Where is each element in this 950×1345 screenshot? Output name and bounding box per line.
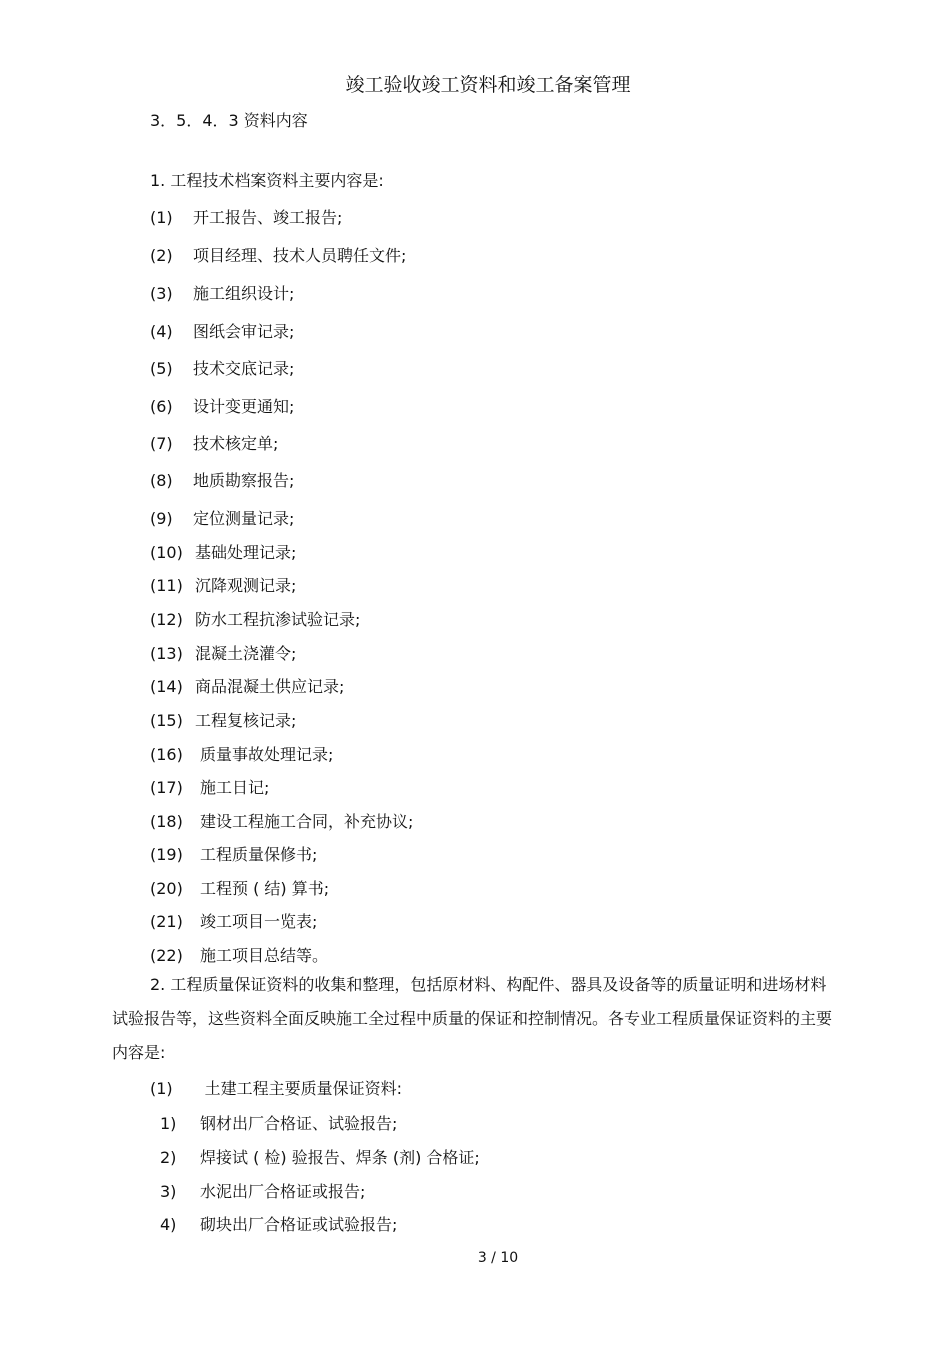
list-item [150, 809, 413, 832]
list-item-text: 设计变更通知; [193, 397, 295, 416]
list-item-number: (16) [150, 745, 183, 764]
list-item-text: 技术核定单; [193, 434, 279, 453]
list-item-number: (8) [150, 471, 173, 490]
list-item [150, 205, 342, 228]
list-item [150, 431, 278, 454]
list-item-number: (10) [150, 543, 183, 562]
list-item-number: (22) [150, 946, 183, 965]
list-item-number: (3) [150, 284, 173, 303]
part2-paragraph: 2. 工程质量保证资料的收集和整理，包括原材料、构配件、器具及设备等的质量证明和进场材料试验报告等，这些资料全面反映施工全过程中质量的保证和控制情况。各专业工程质量保证资料的主要内容是: [112, 975, 833, 1062]
list-item-text: 基础处理记录; [195, 543, 297, 562]
list-item-text: 施工项目总结等。 [200, 946, 329, 965]
list-item [150, 876, 329, 899]
list-item-number: (21) [150, 912, 183, 931]
list-item [150, 641, 296, 664]
list-item [150, 243, 406, 266]
list-item-number: (2) [150, 246, 173, 265]
list-item-number: (5) [150, 359, 173, 378]
list-item [150, 842, 317, 865]
section-heading: 3．5．4．3 资料内容 [150, 111, 308, 130]
list-item-text: 项目经理、技术人员聘任文件; [193, 246, 407, 265]
list-item-number: (9) [150, 509, 173, 528]
list-item [150, 909, 317, 932]
sub-list-item-number: 2) [160, 1148, 177, 1167]
list-item-text: 建设工程施工合同，补充协议; [200, 812, 414, 831]
list-item [150, 607, 360, 630]
list-item-text: 技术交底记录; [193, 359, 295, 378]
sub-list-item-text: 砌块出厂合格证或试验报告; [200, 1215, 398, 1234]
list-item [150, 775, 269, 798]
page-number: 3 / 10 [477, 1250, 519, 1266]
list-item-number: (7) [150, 434, 173, 453]
list-item-number: (14) [150, 677, 183, 696]
list-item-text: 混凝土浇灌令; [195, 644, 297, 663]
document-title: 竣工验收竣工资料和竣工备案管理 [345, 74, 631, 96]
sub-list-item [160, 1111, 397, 1134]
list-item-number: (12) [150, 610, 183, 629]
list-item-text: 质量事故处理记录; [200, 745, 334, 764]
list-item-number: (18) [150, 812, 183, 831]
list-item-text: 开工报告、竣工报告; [193, 208, 343, 227]
list-item [150, 506, 294, 529]
sub-list-item [160, 1145, 480, 1168]
sub-list-item-number: 4) [160, 1215, 177, 1234]
part1-intro: 1. 工程技术档案资料主要内容是: [150, 171, 384, 190]
list-item-number: (1) [150, 208, 173, 227]
sub-list-item-text: 钢材出厂合格证、试验报告; [200, 1114, 398, 1133]
list-item [150, 281, 294, 304]
list-item [150, 319, 294, 342]
list-item [150, 742, 333, 765]
list-item-number: (15) [150, 711, 183, 730]
list-item-text: 工程复核记录; [195, 711, 297, 730]
list-item-text: 工程预 ( 结) 算书; [200, 879, 330, 898]
list-item-text: 施工组织设计; [193, 284, 295, 303]
list-item [150, 468, 294, 491]
sub-list-item-text: 焊接试 ( 检) 验报告、焊条 (剂) 合格证; [200, 1148, 480, 1167]
list-item-number: (13) [150, 644, 183, 663]
list-item-number: (11) [150, 576, 183, 595]
list-item-number: (6) [150, 397, 173, 416]
list-item-number: (17) [150, 778, 183, 797]
list-item [150, 674, 344, 697]
sub-list-item-number: 1) [160, 1114, 177, 1133]
list-item [150, 540, 296, 563]
list-item [150, 356, 294, 379]
list-item-text: 防水工程抗渗试验记录; [195, 610, 361, 629]
sub-list-item-number: 3) [160, 1182, 177, 1201]
sub-list-item [160, 1212, 397, 1235]
sub-text: 土建工程主要质量保证资料: [204, 1079, 403, 1098]
list-item [150, 573, 296, 596]
sub-list-item [160, 1179, 365, 1202]
list-item-number: (4) [150, 322, 173, 341]
list-item [150, 943, 328, 966]
list-item-text: 商品混凝土供应记录; [195, 677, 345, 696]
list-item-number: (20) [150, 879, 183, 898]
list-item-text: 定位测量记录; [193, 509, 295, 528]
list-item-text: 竣工项目一览表; [200, 912, 318, 931]
list-item-text: 图纸会审记录; [193, 322, 295, 341]
sub-list-item-text: 水泥出厂合格证或报告; [200, 1182, 366, 1201]
list-item-text: 施工日记; [200, 778, 270, 797]
list-item [150, 394, 294, 417]
part2-sub-heading [150, 1076, 402, 1099]
list-item-text: 工程质量保修书; [200, 845, 318, 864]
sub-number: (1) [150, 1079, 173, 1098]
list-item-number: (19) [150, 845, 183, 864]
list-item [150, 708, 296, 731]
list-item-text: 地质勘察报告; [193, 471, 295, 490]
list-item-text: 沉降观测记录; [195, 576, 297, 595]
